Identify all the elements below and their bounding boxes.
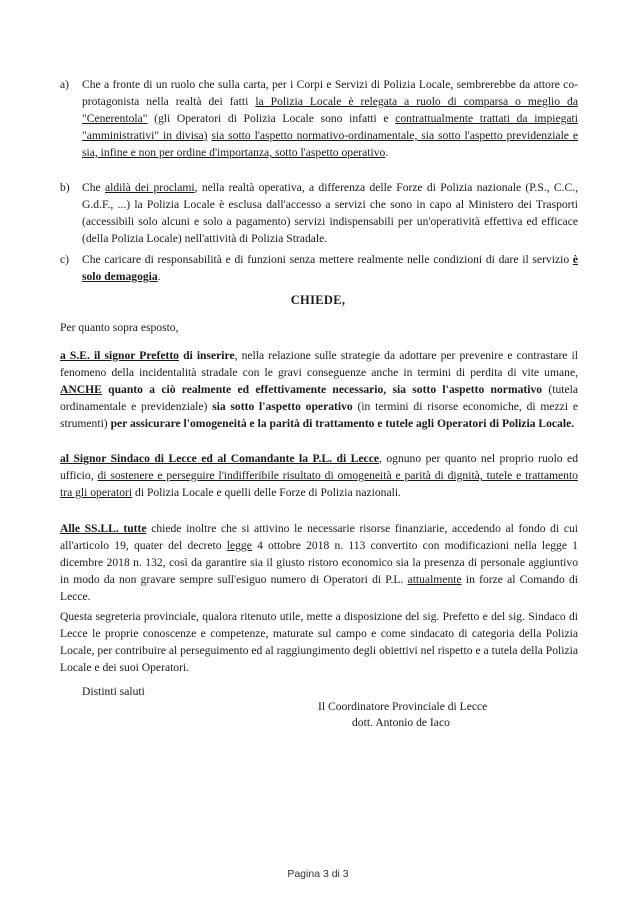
- text-run: chiede inoltre che si attivino le necessarie risorse finanziarie, accedendo al fondo di cui all'articolo 19, quater del decreto: [60, 522, 578, 552]
- text-run: per assicurare l'omogeneità e la parità di trattamento e tutele agli Operatori di Polizia Locale.: [110, 417, 575, 430]
- clause-text: [82, 181, 578, 245]
- text-run: .: [157, 270, 161, 283]
- clause-a: [60, 76, 578, 161]
- text-run: a S.E. il signor Prefetto: [60, 349, 179, 362]
- request-sindaco: [60, 450, 578, 501]
- text-run: attualmente: [407, 573, 462, 586]
- clause-c: [60, 251, 578, 285]
- text-run: contrattualmente trattati da impiegati "amministrativi" in divisa): [82, 112, 578, 142]
- text-run: sia sotto l'aspetto operativo: [212, 400, 353, 413]
- text-run: al Signor Sindaco di Lecce ed al Comandante la P.L. di Lecce: [60, 452, 379, 465]
- text-run: , nella relazione sulle strategie da adottare per prevenire e contrastare il fenomeno della incidentalità stradale con le gravi conseguenze anche in termini di perdita di vite umane,: [60, 349, 578, 379]
- text-run: Questa segreteria provinciale, qualora ritenuto utile, mette a disposizione del sig. Prefetto e del sig. Sindaco di Lecce le proprie conoscenze e competenze, maturate sul campo e come sindacato di categoria della Polizia Locale, per contribuire al perseguimento ed al raggiungimento degli obiettivi nel rispetto e a tutela della Polizia Locale e dei suoi Operatori.: [60, 610, 578, 674]
- request-heading: CHIEDE,: [290, 293, 346, 307]
- request-prefetto: [60, 347, 578, 432]
- text-run: è solo demagogia: [82, 253, 578, 283]
- clause-marker: c): [60, 253, 70, 266]
- text-run: Che a fronte di un ruolo che sulla carta, per i Corpi e Servizi di Polizia Locale, sembrerebbe da attore co-protagonista nella realtà dei fatti: [82, 78, 578, 108]
- text-run: (tutela ordinamentale e previdenziale): [60, 383, 578, 413]
- text-run: in forze al Comando di Lecce.: [60, 573, 578, 603]
- text-run: quanto a ciò realmente ed effettivamente necessario, sia sotto l'aspetto normativo: [101, 383, 543, 396]
- text-run: di inserire: [183, 349, 235, 362]
- text-run: Che caricare di responsabilità e di funzioni senza mettere realmente nelle condizioni di dare il servizio: [82, 253, 573, 266]
- signature-name: dott. Antonio de Iaco: [352, 716, 450, 729]
- text-run: (gli Operatori di Polizia Locale sono infatti e: [147, 112, 396, 125]
- paragraph-text: [60, 452, 578, 499]
- request-ss-ll: [60, 520, 578, 605]
- text-run: (in termini di risorse economiche, di mezzi e strumenti): [60, 400, 578, 430]
- clause-text: [82, 253, 578, 283]
- closing-greeting: Distinti saluti: [82, 685, 145, 698]
- text-run: 4 ottobre 2018 n. 113 convertito con modificazioni nella legge 1 dicembre 2018 n. 132, così da garantire sia il giusto ristoro economico sia la presenza di personale aggiuntivo in modo da non gravare sempre sull'esiguo numero di Operatori di P.L.: [60, 539, 578, 586]
- text-run: Alle SS.LL. tutte: [60, 522, 147, 535]
- text-run: la Polizia Locale è relegata a ruolo di comparsa o meglio da "Cenerentola": [82, 95, 578, 125]
- text-run: Che: [82, 181, 105, 194]
- intro-line: Per quanto sopra esposto,: [60, 321, 179, 334]
- paragraph-text: [60, 610, 578, 674]
- clause-marker: a): [60, 78, 70, 91]
- text-run: legge: [226, 539, 252, 552]
- availability-paragraph: [60, 608, 578, 676]
- paragraph-text: [60, 522, 578, 603]
- text-run: ANCHE: [60, 383, 102, 396]
- text-run: di sostenere e perseguire l'indifferibile risultato di omogeneità e parità di dignità, tutele e trattamento tra gli operatori: [60, 469, 578, 499]
- text-run: .: [385, 146, 389, 159]
- clause-b: [60, 179, 579, 247]
- clause-text: [82, 78, 578, 159]
- text-run: , nella realtà operativa, a differenza delle Forze di Polizia nazionale (P.S., C.C., G.d.F., ...) la Polizia Locale è esclusa dall'accesso a servizi che sono in capo al Ministero dei Trasporti (accessibili solo alcuni e solo a pagamento) servizi indispensabili per un'operatività effettiva ed efficace (della Polizia Locale) nell'attività di Polizia Stradale.: [82, 181, 579, 245]
- text-run: di Polizia Locale e quelli delle Forze di Polizia nazionali.: [132, 486, 401, 499]
- paragraph-text: [60, 349, 578, 430]
- text-run: sia sotto l'aspetto normativo-ordinamentale, sia sotto l'aspetto previdenziale e sia, infine e non per ordine d'importanza, sotto l'aspetto operativo: [82, 129, 578, 159]
- text-run: aldilà dei proclami: [104, 181, 195, 194]
- text-run: , ognuno per quanto nel proprio ruolo ed ufficio,: [60, 452, 578, 482]
- page-number: Pagina 3 di 3: [287, 868, 349, 880]
- clause-marker: b): [60, 181, 70, 194]
- signature-role: Il Coordinatore Provinciale di Lecce: [318, 700, 488, 713]
